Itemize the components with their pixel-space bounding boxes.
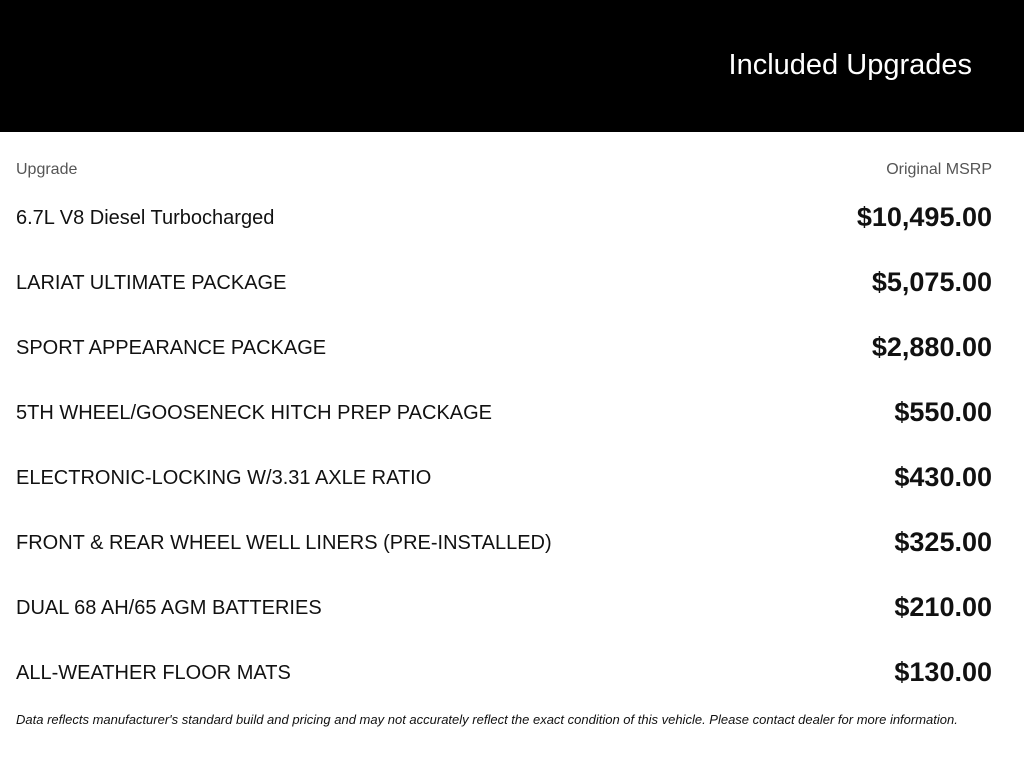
page-title: Included Upgrades (728, 49, 972, 81)
upgrade-name: LARIAT ULTIMATE PACKAGE (16, 272, 287, 294)
upgrade-row (16, 575, 992, 640)
column-header-msrp: Original MSRP (886, 161, 992, 178)
upgrade-name: FRONT & REAR WHEEL WELL LINERS (PRE-INSTALLED) (16, 532, 552, 554)
upgrade-row (16, 315, 992, 380)
upgrade-price: $10,495.00 (856, 202, 992, 232)
upgrade-name: 6.7L V8 Diesel Turbocharged (16, 207, 275, 229)
disclaimer-text: Data reflects manufacturer's standard build and pricing and may not accurately reflect the exact condition of this vehicle. Please contact dealer for more information. (16, 712, 958, 727)
upgrade-row (16, 510, 992, 575)
upgrade-price: $5,075.00 (871, 267, 992, 297)
upgrade-row (16, 445, 992, 510)
upgrades-list (16, 185, 992, 705)
upgrade-price: $550.00 (894, 397, 992, 427)
upgrade-row (16, 185, 992, 250)
upgrade-row (16, 380, 992, 445)
upgrade-price: $325.00 (894, 527, 992, 557)
upgrade-row (16, 250, 992, 315)
column-header-upgrade: Upgrade (16, 161, 78, 178)
upgrade-row (16, 640, 992, 705)
upgrade-price: $210.00 (894, 592, 992, 622)
upgrade-name: 5TH WHEEL/GOOSENECK HITCH PREP PACKAGE (16, 402, 493, 424)
column-headers (16, 160, 992, 180)
upgrade-name: ELECTRONIC-LOCKING W/3.31 AXLE RATIO (16, 467, 432, 489)
upgrade-price: $2,880.00 (871, 332, 992, 362)
upgrade-name: DUAL 68 AH/65 AGM BATTERIES (16, 597, 322, 619)
upgrade-price: $130.00 (894, 657, 992, 687)
upgrade-price: $430.00 (894, 462, 992, 492)
upgrade-name: SPORT APPEARANCE PACKAGE (16, 337, 327, 359)
header-banner (0, 0, 1024, 132)
upgrade-name: ALL-WEATHER FLOOR MATS (16, 662, 291, 684)
